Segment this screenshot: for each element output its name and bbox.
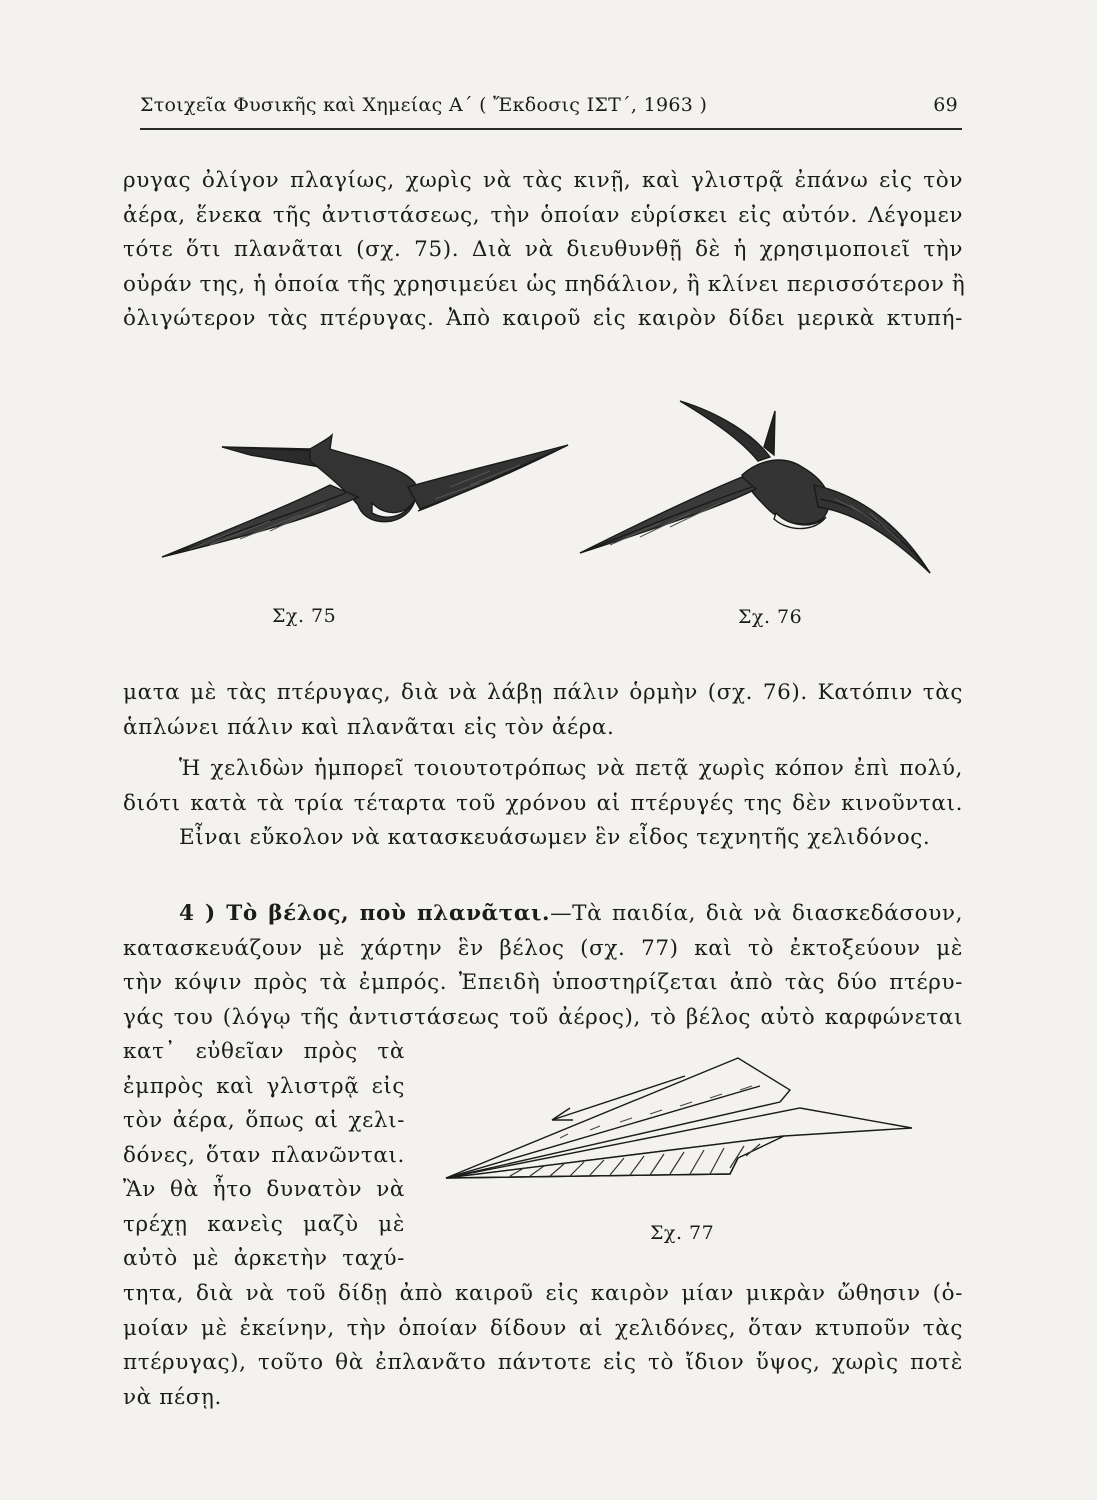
text-line: ἀέρα, ἕνεκα τῆς ἀντιστάσεως, τὴν ὁποίαν εὑρίσκει εἰς αὐτόν. Λέγομεν — [123, 202, 963, 228]
header-title: Στοιχεῖα Φυσικῆς καὶ Χημείας Α΄ ( Ἔκδοσις ΙΣΤ΄, 1963 ) — [140, 94, 708, 116]
text-line: τρέχῃ κανεὶς μαζὺ μὲ — [123, 1211, 405, 1237]
text-line: Εἶναι εὔκολον νὰ κατασκευάσωμεν ἓν εἶδος τεχνητῆς χελιδόνος. — [179, 825, 931, 850]
text-line: τητα, διὰ νὰ τοῦ δίδῃ ἀπὸ καιροῦ εἰς καιρὸν μίαν μικρὰν ὤθησιν (ὁ- — [123, 1281, 963, 1306]
paragraph-3 — [123, 752, 963, 856]
text-line: κατασκευάζουν μὲ χάρτην ἓν βέλος (σχ. 77) καὶ τὸ ἐκτοξεύουν μὲ — [123, 935, 963, 961]
caption-fig-76: Σχ. 76 — [738, 606, 803, 628]
section-heading: 4 ) Τὸ βέλος, ποὺ πλανᾶται. — [179, 901, 551, 926]
text-line: τὴν κόψιν πρὸς τὰ ἐμπρός. Ἐπειδὴ ὑποστηρίζεται ἀπὸ τὰς δύο πτέρυ- — [123, 970, 963, 995]
page-number: 69 — [933, 94, 958, 116]
text-line: ρυγας ὀλίγον πλαγίως, χωρὶς νὰ τὰς κινῇ, καὶ γλιστρᾷ ἐπάνω εἰς τὸν — [123, 168, 963, 193]
section-4-narrow-column — [123, 1035, 405, 1277]
paragraph-1 — [123, 164, 966, 337]
section-4-first-line — [123, 897, 963, 932]
text-line: πτέρυγας), τοῦτο θὰ ἐπλανᾶτο πάντοτε εἰς τὸ ἴδιον ὕψος, χωρὶς ποτὲ — [123, 1350, 963, 1375]
text-line: Ἡ χελιδὼν ἠμπορεῖ τοιουτοτρόπως νὰ πετᾷ χωρὶς κόπον ἐπὶ πολύ, — [179, 756, 963, 781]
running-header — [140, 94, 960, 124]
text-line: δόνες, ὅταν πλανῶνται. — [123, 1142, 405, 1168]
text-line: γάς του (λόγῳ τῆς ἀντιστάσεως τοῦ ἀέρος), τὸ βέλος αὐτὸ καρφώνεται — [123, 1004, 963, 1030]
text-line: μοίαν μὲ ἐκείνην, τὴν ὁποίαν δίδουν αἱ χελιδόνες, ὅταν κτυποῦν τὰς — [123, 1315, 963, 1341]
text-line: Ἂν θὰ ἦτο δυνατὸν νὰ — [123, 1177, 405, 1202]
text-line: αὐτὸ μὲ ἀρκετὴν ταχύ- — [123, 1246, 405, 1271]
caption-fig-75: Σχ. 75 — [272, 605, 337, 627]
text-line: νὰ πέσῃ. — [123, 1384, 222, 1410]
figure-77-paper-dart — [440, 1050, 920, 1190]
text-line: κατ᾽ εὐθεῖαν πρὸς τὰ — [123, 1039, 405, 1064]
figure-76-flapping-swallow — [570, 395, 950, 585]
section-4-tail — [123, 1277, 963, 1415]
text-line: διότι κατὰ τὰ τρία τέταρτα τοῦ χρόνου αἱ πτέρυγές της δὲν κινοῦνται. — [123, 790, 963, 816]
text-line: τὸν ἀέρα, ὅπως αἱ χελι- — [123, 1108, 405, 1133]
text-line: ἐμπρὸς καὶ γλιστρᾷ εἰς — [123, 1073, 405, 1099]
text-line: ἁπλώνει πάλιν καὶ πλανᾶται εἰς τὸν ἀέρα. — [123, 714, 615, 740]
header-rule — [140, 128, 962, 130]
text-line: ὀλιγώτερον τὰς πτέρυγας. Ἀπὸ καιροῦ εἰς καιρὸν δίδει μερικὰ κτυπή- — [123, 306, 963, 331]
text-line: τότε ὅτι πλανᾶται (σχ. 75). Διὰ νὰ διευθυνθῇ δὲ ἡ χρησιμοποιεῖ τὴν — [123, 237, 963, 262]
section-heading-continuation: —Τὰ παιδία, διὰ νὰ διασκεδάσουν, — [550, 901, 963, 926]
text-line: ματα μὲ τὰς πτέρυγας, διὰ νὰ λάβῃ πάλιν ὁρμὴν (σχ. 76). Κατόπιν τὰς — [123, 680, 963, 705]
text-line: οὐράν της, ἡ ὁποία τῆς χρησιμεύει ὡς πηδάλιον, ἢ κλίνει περισσότερον ἢ — [123, 271, 966, 297]
paragraph-2 — [123, 676, 963, 745]
caption-fig-77: Σχ. 77 — [650, 1222, 715, 1244]
section-4 — [123, 897, 963, 1035]
figure-75-gliding-swallow — [150, 425, 580, 575]
